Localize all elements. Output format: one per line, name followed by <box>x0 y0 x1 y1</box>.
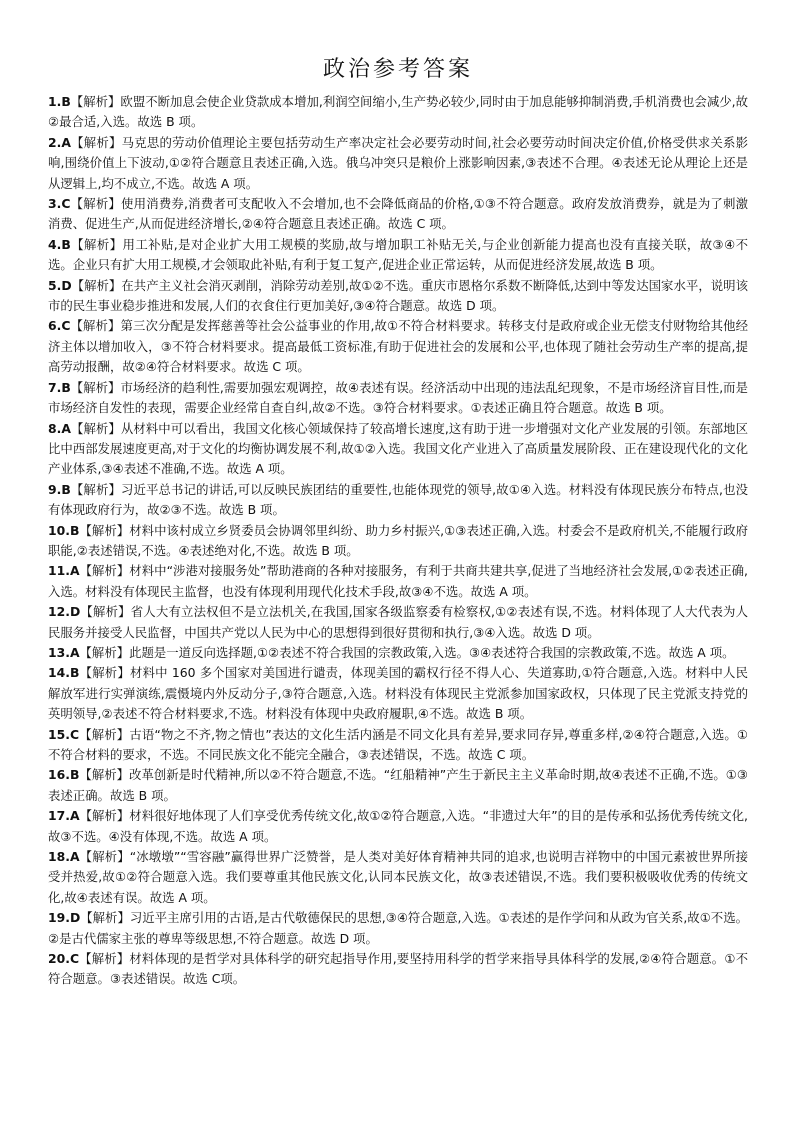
answer-text: 【解析】习近平主席引用的古语,是古代敬德保民的思想,③④符合题意,入选。①表述的是作学问和从政为官关系,故①不选。②是古代儒家主张的尊卑等级思想,不符合题意。故选 D 项。 <box>48 910 748 946</box>
answer-text: 【解析】材料中“涉港对接服务处”帮助港商的各种对接服务，有利于共商共建共享,促进了当地经济社会发展,①②表述正确,入选。材料没有体现民主监督，也没有体现利用现代化技术手段,故③④不选。故选 A 项。 <box>48 563 748 599</box>
answer-item-3 <box>48 194 748 235</box>
answer-text: 【解析】“冰墩墩”“雪容融”赢得世界广泛赞誉，是人类对美好体育精神共同的追求,也说明吉祥物中的中国元素被世界所接受并热爱,故①②符合题意入选。我们要尊重其他民族文化,认同本民族文化，故③表述错误,不选。我们要积极吸收优秀的传统文化,故④表述有误。故选 A 项。 <box>48 849 748 905</box>
answer-number: 7.B <box>48 379 71 395</box>
answer-number: 16.B <box>48 767 80 783</box>
answer-item-7 <box>48 378 748 419</box>
page-title: 政治参考答案 <box>322 57 473 82</box>
answer-number: 6.C <box>48 318 71 334</box>
answer-item-9 <box>48 480 748 521</box>
answer-item-10 <box>48 521 748 562</box>
answer-item-13 <box>48 643 748 663</box>
answer-number: 14.B <box>48 665 80 681</box>
answer-text: 【解析】在共产主义社会消灭剥削，消除劳动差别,故①②不选。重庆市恩格尔系数不断降低,达到中等发达国家水平，说明该市的民生事业稳步推进和发展,人们的衣食住行更加美好,③④符合题意。故选 D 项。 <box>48 277 748 314</box>
answer-item-8 <box>48 419 748 480</box>
answer-text: 【解析】第三次分配是发挥慈善等社会公益事业的作用,故①不符合材料要求。转移支付是政府或企业无偿支付财物给其他经济主体以增加收入，③不符合材料要求。提高最低工资标准,有助于促进社会的发展和公平,也体现了随社会劳动生产率的提高,提高劳动报酬，故②④符合材料要求。故选 C 项。 <box>48 318 748 375</box>
answer-number: 1.B <box>48 94 71 109</box>
answer-text: 【解析】省人大有立法权但不是立法机关,在我国,国家各级监察委有检察权,①②表述有误,不选。材料体现了人大代表为人民服务并接受人民监督，中国共产党以人民为中心的思想得到很好贯彻和执行,③④入选。故选 D 项。 <box>48 604 748 640</box>
answer-item-11 <box>48 561 748 602</box>
answer-number: 9.B <box>48 481 71 497</box>
answer-text: 【解析】用工补贴,是对企业扩大用工规模的奖励,故与增加职工补贴无关,与企业创新能力提高也没有直接关联，故③④不选。企业只有扩大用工规模,才会领取此补贴,有利于复工复产,促进企业正常运转，从而促进经济发展,故选 B 项。 <box>48 236 748 273</box>
answer-item-19 <box>48 908 748 949</box>
answer-number: 17.A <box>48 808 80 824</box>
answer-item-6 <box>48 316 748 377</box>
answer-number: 2.A <box>48 134 71 150</box>
answer-text: 【解析】从材料中可以看出，我国文化核心领域保持了较高增长速度,这有助于进一步增强对文化产业发展的引领。东部地区比中西部发展速度更高,对于文化的均衡协调发展不利,故①②入选。我国文化产业进入了高质量发展阶段、正在建设现代化的文化产业体系,③④表述不准确,不选。故选 A 项。 <box>48 420 748 477</box>
answer-text: 【解析】马克思的劳动价值理论主要包括劳动生产率决定社会必要劳动时间,社会必要劳动时间决定价值,价格受供求关系影响,围绕价值上下波动,①②符合题意且表述正确,入选。俄乌冲突只是粮价上涨影响因素,③表述不合理。④表述无论从理论上还是从逻辑上,均不成立,不选。故选 A 项。 <box>48 134 748 191</box>
answer-text: 【解析】材料中该村成立乡贤委员会协调邻里纠纷、助力乡村振兴,①③表述正确,入选。村委会不是政府机关,不能履行政府职能,②表述错误,不选。④表述绝对化,不选。故选 B 项。 <box>48 522 748 558</box>
answer-number: 8.A <box>48 420 71 436</box>
answer-number: 11.A <box>48 563 80 579</box>
answer-item-15 <box>48 725 748 766</box>
answer-text: 【解析】市场经济的趋利性,需要加强宏观调控，故④表述有误。经济活动中出现的违法乱纪现象，不是市场经济盲目性,而是市场经济自发性的表现，需要企业经常自查自纠,故②不选。③符合材料要求。①表述正确且符合题意。故选 B 项。 <box>48 379 748 416</box>
answer-text: 【解析】习近平总书记的讲话,可以反映民族团结的重要性,也能体现党的领导,故①④入选。材料没有体现民族分布特点,也没有体现政府行为，故②③不选。故选 B 项。 <box>48 481 748 518</box>
answer-text: 【解析】材料很好地体现了人们享受优秀传统文化,故①②符合题意,入选。“非遗过大年”的目的是传承和弘扬优秀传统文化,故③不选。④没有体现,不选。故选 A 项。 <box>48 808 748 844</box>
answer-number: 15.C <box>48 726 80 742</box>
answer-item-1 <box>48 92 748 133</box>
answer-number: 3.C <box>48 196 71 212</box>
answer-item-16 <box>48 765 748 806</box>
answer-number: 4.B <box>48 236 71 252</box>
answer-number: 12.D <box>48 604 81 620</box>
answer-item-2 <box>48 133 748 194</box>
answer-number: 5.D <box>48 277 72 293</box>
answer-text: 【解析】此题是一道反向选择题,①②表述不符合我国的宗教政策,入选。③④表述符合我国的宗教政策,不选。故选 A 项。 <box>79 644 735 660</box>
answer-item-5 <box>48 276 748 317</box>
answer-list <box>48 92 748 990</box>
answer-number: 10.B <box>48 522 80 538</box>
answer-item-14 <box>48 663 748 724</box>
answer-text: 【解析】古语“物之不齐,物之情也”表达的文化生活内涵是不同文化具有差异,要求同存异,尊重多样,②④符合题意,入选。①不符合材料的要求，不选。不同民族文化不能完全融合，③表述错误，不选。故选 C 项。 <box>48 726 748 762</box>
answer-item-17 <box>48 806 748 847</box>
answer-text: 【解析】材料中 160 多个国家对美国进行谴责，体现美国的霸权行径不得人心、失道寡助,①符合题意,入选。材料中人民解放军进行实弹演练,震慑境内外反动分子,③符合题意,入选。材料没有体现民主党派参加国家政权，只体现了民主党派支持党的英明领导,②表述不符合材料要求,不选。材料没有体现中央政府履职,④不选。故选 B 项。 <box>48 665 748 722</box>
answer-text: 【解析】欧盟不断加息会使企业贷款成本增加,利润空间缩小,生产势必较少,同时由于加息能够抑制消费,手机消费也会减少,故②最合适,入选。故选 B 项。 <box>48 94 748 130</box>
answer-number: 13.A <box>48 644 80 660</box>
answer-text: 【解析】材料体现的是哲学对具体科学的研究起指导作用,要坚持用科学的哲学来指导具体科学的发展,②④符合题意。①不符合题意。③表述错误。故选 C项。 <box>48 951 748 987</box>
answer-number: 20.C <box>48 951 80 967</box>
answer-item-4 <box>48 235 748 276</box>
answer-item-12 <box>48 602 748 643</box>
answer-number: 19.D <box>48 910 81 926</box>
answer-item-18 <box>48 847 748 908</box>
answer-text: 【解析】改革创新是时代精神,所以②不符合题意,不选。“红船精神”产生于新民主主义革命时期,故④表述不正确,不选。①③表述正确。故选 B 项。 <box>48 767 748 803</box>
answer-item-20 <box>48 949 748 990</box>
answer-number: 18.A <box>48 849 80 865</box>
answer-text: 【解析】使用消费券,消费者可支配收入不会增加,也不会降低商品的价格,①③不符合题意。政府发放消费券，就是为了刺激消费、促进生产,从而促进经济增长,②④符合题意且表述正确。故选 C 项。 <box>48 196 748 232</box>
